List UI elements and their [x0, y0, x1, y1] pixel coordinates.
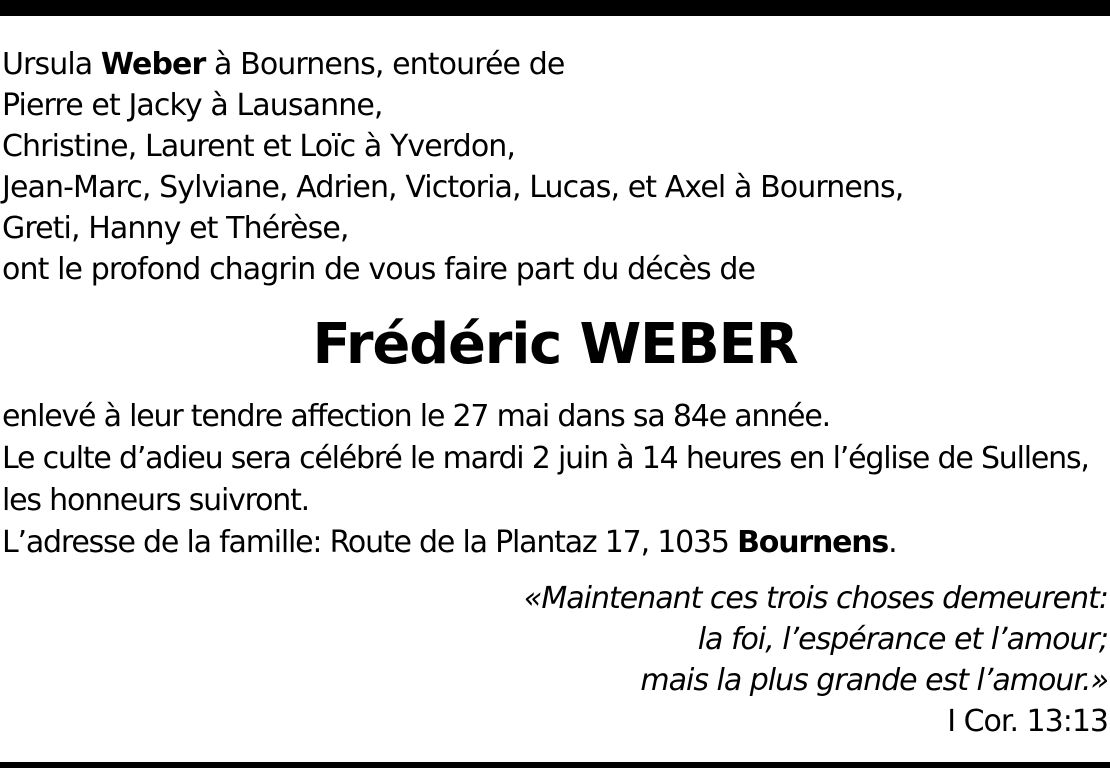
intro-text: Ursula	[2, 47, 101, 82]
intro-line: ont le profond chagrin de vous faire part du décès de	[2, 252, 756, 287]
quote-line: mais la plus grande est l’amour.»	[640, 663, 1108, 698]
intro-line	[2, 44, 1102, 85]
family-name: Weber	[100, 47, 206, 82]
address-text: L’adresse de la famille: Route de la Plantaz 17, 1035	[2, 525, 738, 560]
announcement-intro	[2, 44, 1102, 290]
address-text: .	[888, 525, 897, 560]
details-line: enlevé à leur tendre affection le 27 mai dans sa 84e année.	[2, 399, 830, 434]
intro-line: Greti, Hanny et Thérèse,	[2, 211, 349, 246]
bible-quote	[308, 578, 1108, 701]
quote-line: la foi, l’espérance et l’amour;	[697, 622, 1108, 657]
family-address	[2, 522, 1110, 564]
intro-text: à Bournens, entourée de	[205, 47, 565, 82]
address-town: Bournens	[737, 525, 889, 560]
bottom-border-rule	[0, 762, 1110, 768]
intro-line: Christine, Laurent et Loïc à Yverdon,	[2, 129, 516, 164]
top-border-rule	[0, 0, 1110, 16]
details-line: Le culte d’adieu sera célébré le mardi 2 juin à 14 heures en l’église de Sullens,	[2, 441, 1089, 476]
quote-line: «Maintenant ces trois choses demeurent:	[523, 581, 1108, 616]
deceased-name-heading: Frédéric WEBER	[312, 312, 798, 377]
announcement-details	[2, 396, 1110, 564]
details-line: les honneurs suivront.	[2, 483, 309, 518]
quote-reference: I Cor. 13:13	[947, 704, 1108, 739]
intro-line: Jean-Marc, Sylviane, Adrien, Victoria, Lucas, et Axel à Bournens,	[2, 170, 904, 205]
intro-line: Pierre et Jacky à Lausanne,	[2, 88, 383, 123]
